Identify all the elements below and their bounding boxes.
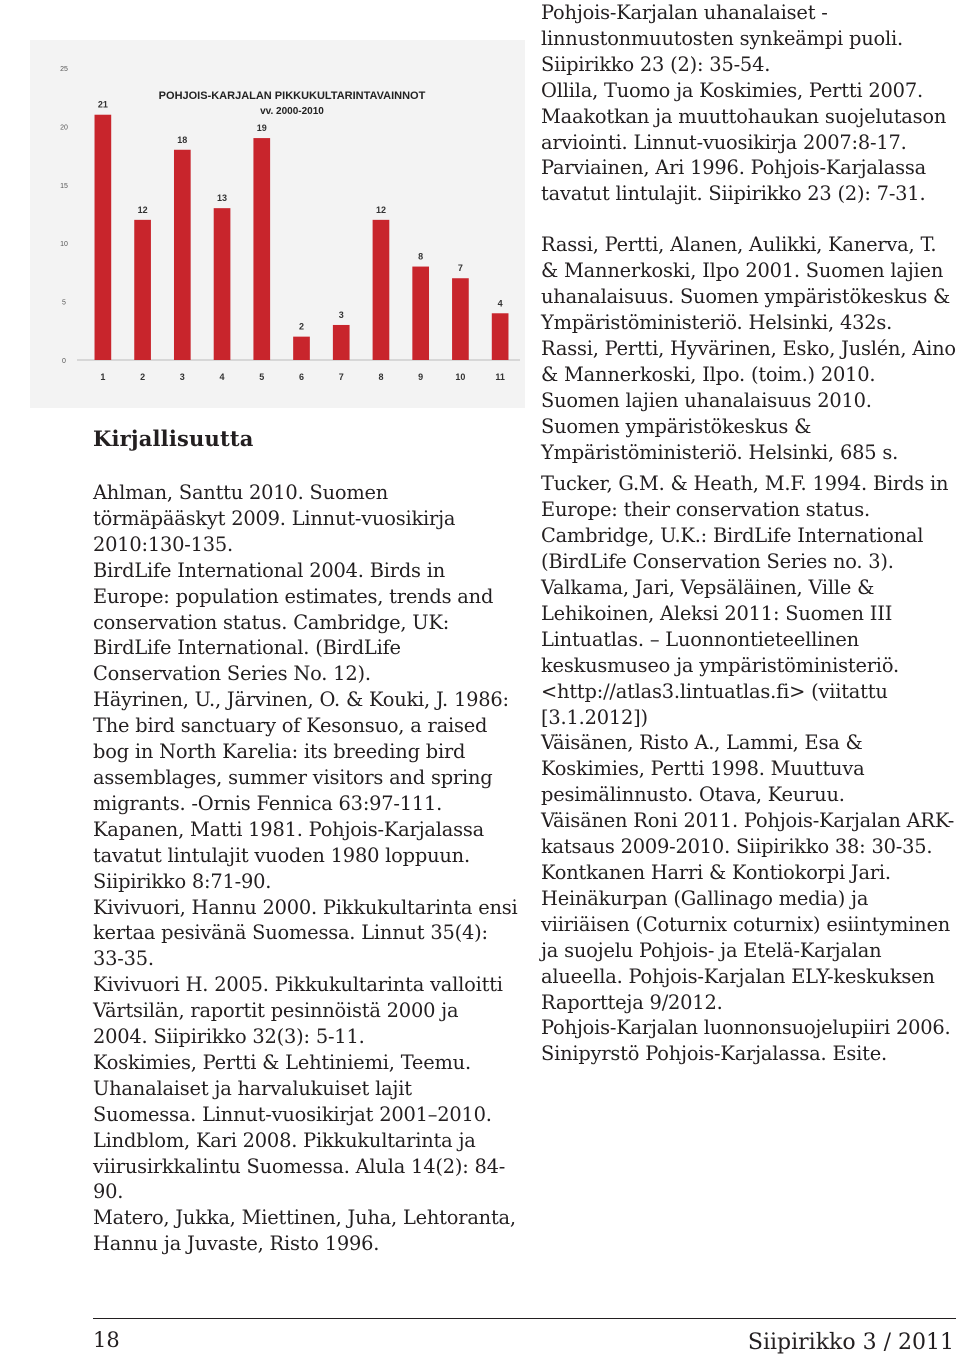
x-tick-label: 3 (179, 372, 185, 382)
chart-title: POHJOIS-KARJALAN PIKKUKULTARINTAVAINNOT (158, 90, 426, 102)
bar (492, 313, 509, 360)
reference-item: Häyrinen, U., Järvinen, O. & Kouki, J. 1986: The bird sanctuary of Kesonsuo, a raised bog in North Karelia: its breeding bird assemblages, summer visitors and spring migrants. -Ornis Fennica 63:97-111. (93, 688, 509, 815)
reference-item: Tucker, G.M. & Heath, M.F. 1994. Birds in Europe: their conservation status. Cambridge, U.K.: BirdLife International (BirdLife Conservation Series no. 3). (541, 472, 949, 574)
data-label: 19 (256, 123, 267, 134)
reference-item: Ollila, Tuomo ja Koskimies, Pertti 2007. Maakotkan ja muuttohaukan suojelutason arviointi. Linnut-vuosikirja 2007:8-17. (541, 78, 947, 154)
section-heading: Kirjallisuutta (93, 426, 254, 451)
y-tick-label: 0 (62, 358, 66, 365)
y-tick-label: 10 (60, 241, 68, 249)
data-label: 12 (375, 204, 386, 215)
data-label: 12 (137, 204, 148, 215)
x-tick-label: 8 (378, 372, 384, 382)
x-tick-label: 4 (219, 372, 225, 382)
y-tick-label: 15 (60, 182, 68, 190)
page-number: 18 (93, 1328, 120, 1352)
x-tick-label: 11 (495, 372, 505, 382)
bar-chart (30, 40, 525, 408)
x-tick-label: 6 (298, 372, 305, 382)
reference-item: Valkama, Jari, Vepsäläinen, Ville & Lehikoinen, Aleksi 2011: Suomen III Lintuatlas. – Luonnontieteellinen keskusmuseo ja ympäristöministeriö. <http://atlas3.lintuatlas.fi> (viitattu [3.1.2012]) (541, 576, 899, 729)
bar (412, 267, 429, 360)
bar (333, 325, 350, 360)
x-tick-label: 2 (140, 372, 146, 382)
bar (373, 220, 390, 360)
reference-item: Rassi, Pertti, Alanen, Aulikki, Kanerva, T. & Mannerkoski, Ilpo 2001. Suomen lajien uhanalaisuus. Suomen ympäristökeskus & Ympäristöministeriö. Helsinki, 432s. (541, 233, 951, 334)
data-label: 2 (298, 321, 305, 332)
data-label: 18 (177, 134, 188, 145)
chart-subtitle: vv. 2000-2010 (260, 106, 324, 117)
reference-item: Kivivuori H. 2005. Pikkukultarinta valloitti Värtsilän, raportit pesinnöistä 2000 ja 2004. Siipirikko 32(3): 5-11. (93, 973, 503, 1049)
data-label: 13 (217, 193, 228, 204)
bar (134, 220, 151, 360)
reference-item: Pohjois-Karjalan luonnonsuojelupiiri 2006. Sinipyrstö Pohjois-Karjalassa. Esite. (541, 1016, 951, 1066)
data-label: 4 (497, 298, 503, 309)
reference-item: Pohjois-Karjalan uhanalaiset - linnustonmuutosten synkeämpi puoli. Siipirikko 23 (2): 35-54. (541, 1, 903, 76)
data-label: 21 (97, 99, 108, 110)
data-label: 7 (457, 263, 463, 274)
reference-item: Kontkanen Harri & Kontiokorpi Jari. Heinäkurpan (Gallinago media) ja viiriäisen (Coturnix coturnix) esiintyminen ja suojelu Pohjois- ja Etelä-Karjalan alueella. Pohjois-Karjalan ELY-keskuksen Raportteja 9/2012. (541, 861, 951, 1014)
footer-divider (93, 1318, 956, 1319)
reference-item: Väisänen, Risto A., Lammi, Esa & Koskimies, Pertti 1998. Muuttuva pesimälinnusto. Otava, Keuruu. (541, 731, 865, 807)
bar (452, 278, 469, 360)
bar (214, 208, 231, 360)
journal-issue: Siipirikko 3 / 2011 (747, 1330, 954, 1355)
reference-item: Kivivuori, Hannu 2000. Pikkukultarinta ensi kertaa pesivänä Suomessa. Linnut 35(4): 33-35. (93, 895, 518, 971)
bar (253, 138, 270, 360)
reference-item: Ahlman, Santtu 2010. Suomen törmäpääskyt 2009. Linnut-vuosikirja 2010:130-135. (93, 481, 456, 556)
reference-item: Rassi, Pertti, Hyvärinen, Esko, Juslén, Aino & Mannerkoski, Ilpo. (toim.) 2010. Suomen lajien uhanalaisuus 2010. Suomen ympäristökeskus & Ympäristöministeriö. Helsinki, 685 s. (541, 336, 956, 464)
bar (95, 115, 112, 360)
bar-chart-plot (30, 40, 525, 408)
x-tick-label: 9 (418, 372, 424, 382)
bar (293, 337, 310, 360)
references-left-column (93, 480, 518, 1257)
y-tick-label: 25 (60, 66, 68, 73)
bar (174, 150, 191, 360)
reference-item: Parviainen, Ari 1996. Pohjois-Karjalassa tavatut lintulajit. Siipirikko 23 (2): 7-31. (541, 156, 926, 206)
reference-item: Lindblom, Kari 2008. Pikkukultarinta ja viirusirkkalintu Suomessa. Alula 14(2): 84-90. (93, 1128, 506, 1204)
references-right-column (541, 0, 956, 1067)
data-label: 3 (338, 309, 344, 320)
reference-item: BirdLife International 2004. Birds in Europe: population estimates, trends and conservation status. Cambridge, UK: BirdLife International. (BirdLife Conservation Series No. 12). (93, 558, 494, 686)
reference-item: Koskimies, Pertti & Lehtiniemi, Teemu. Uhanalaiset ja harvalukuiset lajit Suomessa. Linnut-vuosikirjat 2001–2010. (93, 1050, 492, 1126)
data-label: 8 (418, 251, 424, 262)
y-tick-label: 5 (62, 299, 66, 307)
x-tick-label: 10 (455, 372, 466, 382)
y-tick-label: 20 (60, 124, 68, 132)
x-tick-label: 1 (100, 372, 106, 382)
reference-item: Kapanen, Matti 1981. Pohjois-Karjalassa tavatut lintulajit vuoden 1980 loppuun. Siipirikko 8:71-90. (93, 817, 484, 893)
x-tick-label: 5 (259, 372, 265, 382)
reference-item: Väisänen Roni 2011. Pohjois-Karjalan ARK-katsaus 2009-2010. Siipirikko 38: 30-35. (541, 809, 955, 859)
x-tick-label: 7 (338, 372, 344, 382)
reference-item: Matero, Jukka, Miettinen, Juha, Lehtoranta, Hannu ja Juvaste, Risto 1996. (93, 1206, 516, 1256)
